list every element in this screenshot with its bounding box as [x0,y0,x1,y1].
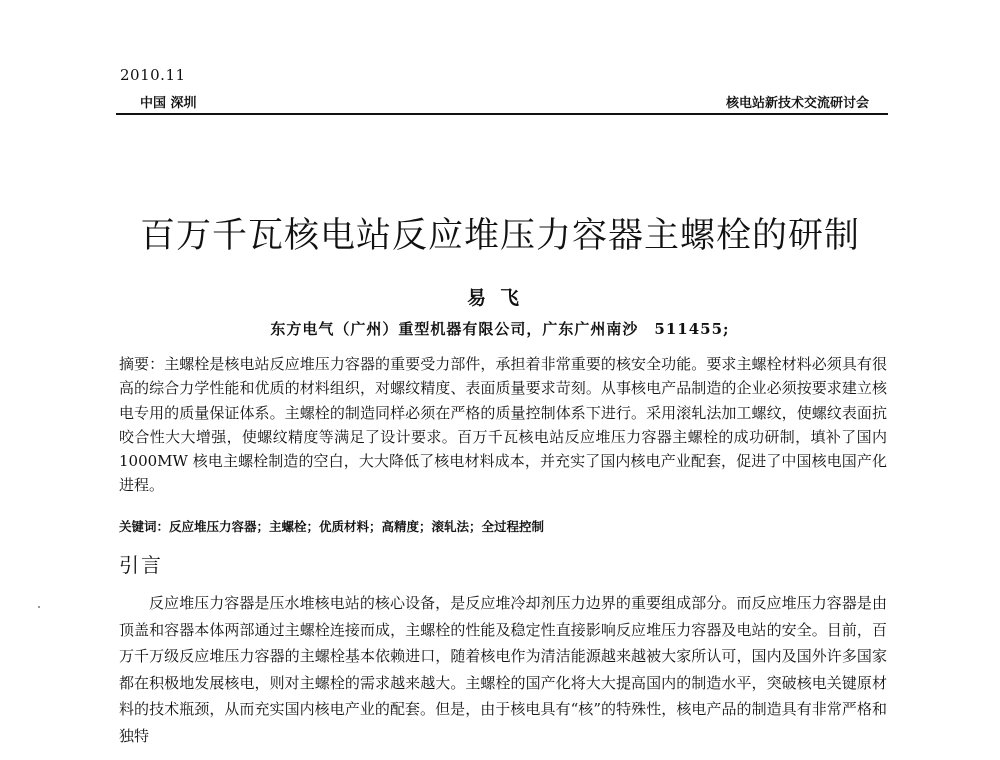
abstract [119,352,887,498]
header-location: 中国 深圳 [140,96,197,111]
header-date: 2010.11 [120,66,186,84]
keywords-text: 反应堆压力容器；主螺栓；优质材料；高精度；滚轧法；全过程控制 [169,519,545,534]
keywords-label: 关键词： [119,519,170,534]
header-divider [116,113,888,115]
author-name: 易飞 [466,287,533,309]
paper-title: 百万千瓦核电站反应堆压力容器主螺栓的研制 [139,216,860,256]
section-body: 反应堆压力容器是压水堆核电站的核心设备，是反应堆冷却剂压力边界的重要组成部分。而反应堆压力容器是由顶盖和容器本体两部通过主螺栓连接而成，主螺栓的性能及稳定性直接影响反应堆压力容器及电站的安全。目前，百万千万级反应堆压力容器的主螺栓基本依赖进口，随着核电作为清洁能源越来越被大家所认可，国内及国外许多国家都在积极地发展核电，则对主螺栓的需求越来越大。主螺栓的国产化将大大提高国内的制造水平，突破核电关键原材料的技术瓶颈，从而充实国内核电产业的配套。但是，由于核电具有“核”的特殊性，核电产品的制造具有非常严格和独特 [119,594,887,745]
abstract-label: 摘要： [119,355,165,373]
header-conference: 核电站新技术交流研讨会 [725,96,869,111]
author-affiliation: 东方电气（广州）重型机器有限公司，广东广州南沙 511455; [270,320,730,338]
scan-artifact [38,606,40,608]
section-heading: 引言 [119,553,163,577]
keywords [119,517,887,535]
abstract-text: 主螺栓是核电站反应堆压力容器的重要受力部件，承担着非常重要的核安全功能。要求主螺栓材料必须具有很高的综合力学性能和优质的材料组织，对螺纹精度、表面质量要求苛刻。从事核电产品制造的企业必须按要求建立核电专用的质量保证体系。主螺栓的制造同样必须在严格的质量控制体系下进行。采用滚轧法加工螺纹，使螺纹表面抗咬合性大大增强，使螺纹精度等满足了设计要求。百万千瓦核电站反应堆压力容器主螺栓的成功研制，填补了国内 1000MW 核电主螺栓制造的空白，大大降低了核电材料成本，并充实了国内核电产业配套，促进了中国核电国产化进程。 [119,355,887,495]
